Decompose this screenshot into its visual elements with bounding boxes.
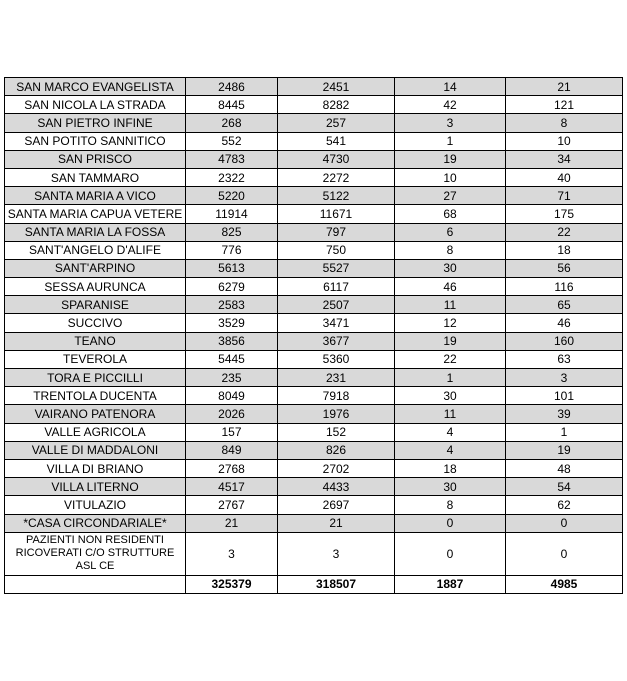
total-cell-2: 318507 [278,575,395,593]
value-cell-4: 56 [506,259,623,277]
value-cell-2: 5360 [278,350,395,368]
value-cell-1: 3529 [186,314,278,332]
table-row [5,405,623,423]
value-cell-1: 5613 [186,259,278,277]
value-cell-1: 11914 [186,205,278,223]
value-cell-3: 1 [395,369,506,387]
table-row [5,441,623,459]
table-row [5,223,623,241]
value-cell-3: 30 [395,387,506,405]
value-cell-3: 42 [395,96,506,114]
table-row [5,278,623,296]
municipality-cell: SPARANISE [5,296,186,314]
value-cell-1: 552 [186,132,278,150]
value-cell-3: 3 [395,114,506,132]
value-cell-2: 750 [278,241,395,259]
value-cell-4: 34 [506,150,623,168]
value-cell-2: 3677 [278,332,395,350]
value-cell-3: 19 [395,150,506,168]
table-row [5,387,623,405]
table-row [5,332,623,350]
value-cell-1: 2767 [186,496,278,514]
value-cell-4: 21 [506,78,623,96]
table-body [5,78,623,594]
value-cell-2: 2702 [278,459,395,477]
table-row [5,369,623,387]
value-cell-1: 776 [186,241,278,259]
municipality-cell: VILLA LITERNO [5,478,186,496]
value-cell-1: 4517 [186,478,278,496]
value-cell-2: 797 [278,223,395,241]
value-cell-4: 175 [506,205,623,223]
value-cell-1: 2768 [186,459,278,477]
table-row [5,205,623,223]
value-cell-4: 39 [506,405,623,423]
value-cell-3: 11 [395,296,506,314]
municipality-cell: VILLA DI BRIANO [5,459,186,477]
value-cell-1: 268 [186,114,278,132]
value-cell-1: 5445 [186,350,278,368]
municipality-cell: SUCCIVO [5,314,186,332]
municipality-cell: VAIRANO PATENORA [5,405,186,423]
value-cell-1: 5220 [186,187,278,205]
table-row [5,314,623,332]
municipality-cell: TRENTOLA DUCENTA [5,387,186,405]
value-cell-3: 0 [395,532,506,575]
value-cell-4: 71 [506,187,623,205]
value-cell-2: 152 [278,423,395,441]
municipality-cell: SAN PIETRO INFINE [5,114,186,132]
table-row [5,96,623,114]
value-cell-4: 3 [506,369,623,387]
value-cell-3: 30 [395,259,506,277]
value-cell-1: 2486 [186,78,278,96]
value-cell-4: 160 [506,332,623,350]
municipality-cell: VALLE DI MADDALONI [5,441,186,459]
table-row [5,514,623,532]
value-cell-3: 4 [395,441,506,459]
total-cell-4: 4985 [506,575,623,593]
value-cell-2: 826 [278,441,395,459]
value-cell-3: 4 [395,423,506,441]
value-cell-1: 21 [186,514,278,532]
table-row [5,168,623,186]
value-cell-1: 4783 [186,150,278,168]
value-cell-2: 11671 [278,205,395,223]
value-cell-3: 30 [395,478,506,496]
value-cell-2: 2697 [278,496,395,514]
value-cell-1: 8445 [186,96,278,114]
value-cell-4: 65 [506,296,623,314]
municipality-cell: SANT'ANGELO D'ALIFE [5,241,186,259]
total-row [5,575,623,593]
value-cell-1: 2583 [186,296,278,314]
value-cell-4: 48 [506,459,623,477]
municipality-cell: VITULAZIO [5,496,186,514]
value-cell-1: 849 [186,441,278,459]
table-row [5,132,623,150]
value-cell-3: 68 [395,205,506,223]
municipality-cell: SAN PRISCO [5,150,186,168]
value-cell-3: 12 [395,314,506,332]
value-cell-4: 101 [506,387,623,405]
value-cell-3: 8 [395,496,506,514]
value-cell-2: 6117 [278,278,395,296]
value-cell-2: 8282 [278,96,395,114]
table-row [5,532,623,575]
value-cell-3: 22 [395,350,506,368]
value-cell-3: 46 [395,278,506,296]
value-cell-4: 46 [506,314,623,332]
municipality-cell: SAN TAMMARO [5,168,186,186]
value-cell-4: 0 [506,532,623,575]
value-cell-1: 2026 [186,405,278,423]
total-cell-1: 325379 [186,575,278,593]
value-cell-2: 7918 [278,387,395,405]
table-row [5,78,623,96]
value-cell-2: 2272 [278,168,395,186]
municipality-cell: SANTA MARIA A VICO [5,187,186,205]
municipality-cell: VALLE AGRICOLA [5,423,186,441]
municipality-cell: SANTA MARIA LA FOSSA [5,223,186,241]
municipality-cell: TEANO [5,332,186,350]
value-cell-4: 54 [506,478,623,496]
value-cell-3: 1 [395,132,506,150]
table-row [5,259,623,277]
value-cell-3: 19 [395,332,506,350]
table-row [5,350,623,368]
value-cell-3: 8 [395,241,506,259]
table-row [5,423,623,441]
value-cell-4: 40 [506,168,623,186]
value-cell-4: 1 [506,423,623,441]
value-cell-2: 257 [278,114,395,132]
value-cell-2: 5527 [278,259,395,277]
municipality-cell: SESSA AURUNCA [5,278,186,296]
value-cell-2: 541 [278,132,395,150]
table-row [5,150,623,168]
value-cell-1: 3856 [186,332,278,350]
municipality-cell: TEVEROLA [5,350,186,368]
municipality-cell: SAN NICOLA LA STRADA [5,96,186,114]
value-cell-2: 5122 [278,187,395,205]
value-cell-2: 3471 [278,314,395,332]
value-cell-3: 14 [395,78,506,96]
value-cell-3: 11 [395,405,506,423]
value-cell-4: 22 [506,223,623,241]
value-cell-1: 3 [186,532,278,575]
municipality-cell: SANT'ARPINO [5,259,186,277]
value-cell-2: 2451 [278,78,395,96]
value-cell-1: 825 [186,223,278,241]
value-cell-4: 62 [506,496,623,514]
data-table [4,77,623,594]
table-row [5,241,623,259]
total-cell-3: 1887 [395,575,506,593]
table-row [5,187,623,205]
value-cell-2: 4730 [278,150,395,168]
value-cell-1: 2322 [186,168,278,186]
value-cell-3: 18 [395,459,506,477]
value-cell-1: 235 [186,369,278,387]
table-row [5,496,623,514]
value-cell-4: 8 [506,114,623,132]
value-cell-4: 19 [506,441,623,459]
value-cell-3: 0 [395,514,506,532]
value-cell-4: 10 [506,132,623,150]
value-cell-3: 10 [395,168,506,186]
value-cell-1: 8049 [186,387,278,405]
value-cell-4: 63 [506,350,623,368]
municipality-cell: SANTA MARIA CAPUA VETERE [5,205,186,223]
table-row [5,114,623,132]
value-cell-4: 121 [506,96,623,114]
value-cell-4: 116 [506,278,623,296]
table-row [5,459,623,477]
value-cell-3: 6 [395,223,506,241]
value-cell-1: 6279 [186,278,278,296]
value-cell-2: 2507 [278,296,395,314]
value-cell-1: 157 [186,423,278,441]
municipality-cell: SAN POTITO SANNITICO [5,132,186,150]
table-row [5,478,623,496]
municipality-cell: PAZIENTI NON RESIDENTI RICOVERATI C/O STRUTTURE ASL CE [5,532,186,575]
table-row [5,296,623,314]
value-cell-2: 231 [278,369,395,387]
municipality-cell: TORA E PICCILLI [5,369,186,387]
municipality-cell: *CASA CIRCONDARIALE* [5,514,186,532]
municipality-cell: SAN MARCO EVANGELISTA [5,78,186,96]
value-cell-2: 4433 [278,478,395,496]
value-cell-2: 21 [278,514,395,532]
value-cell-4: 18 [506,241,623,259]
value-cell-4: 0 [506,514,623,532]
total-label [5,575,186,593]
value-cell-2: 1976 [278,405,395,423]
value-cell-3: 27 [395,187,506,205]
value-cell-2: 3 [278,532,395,575]
